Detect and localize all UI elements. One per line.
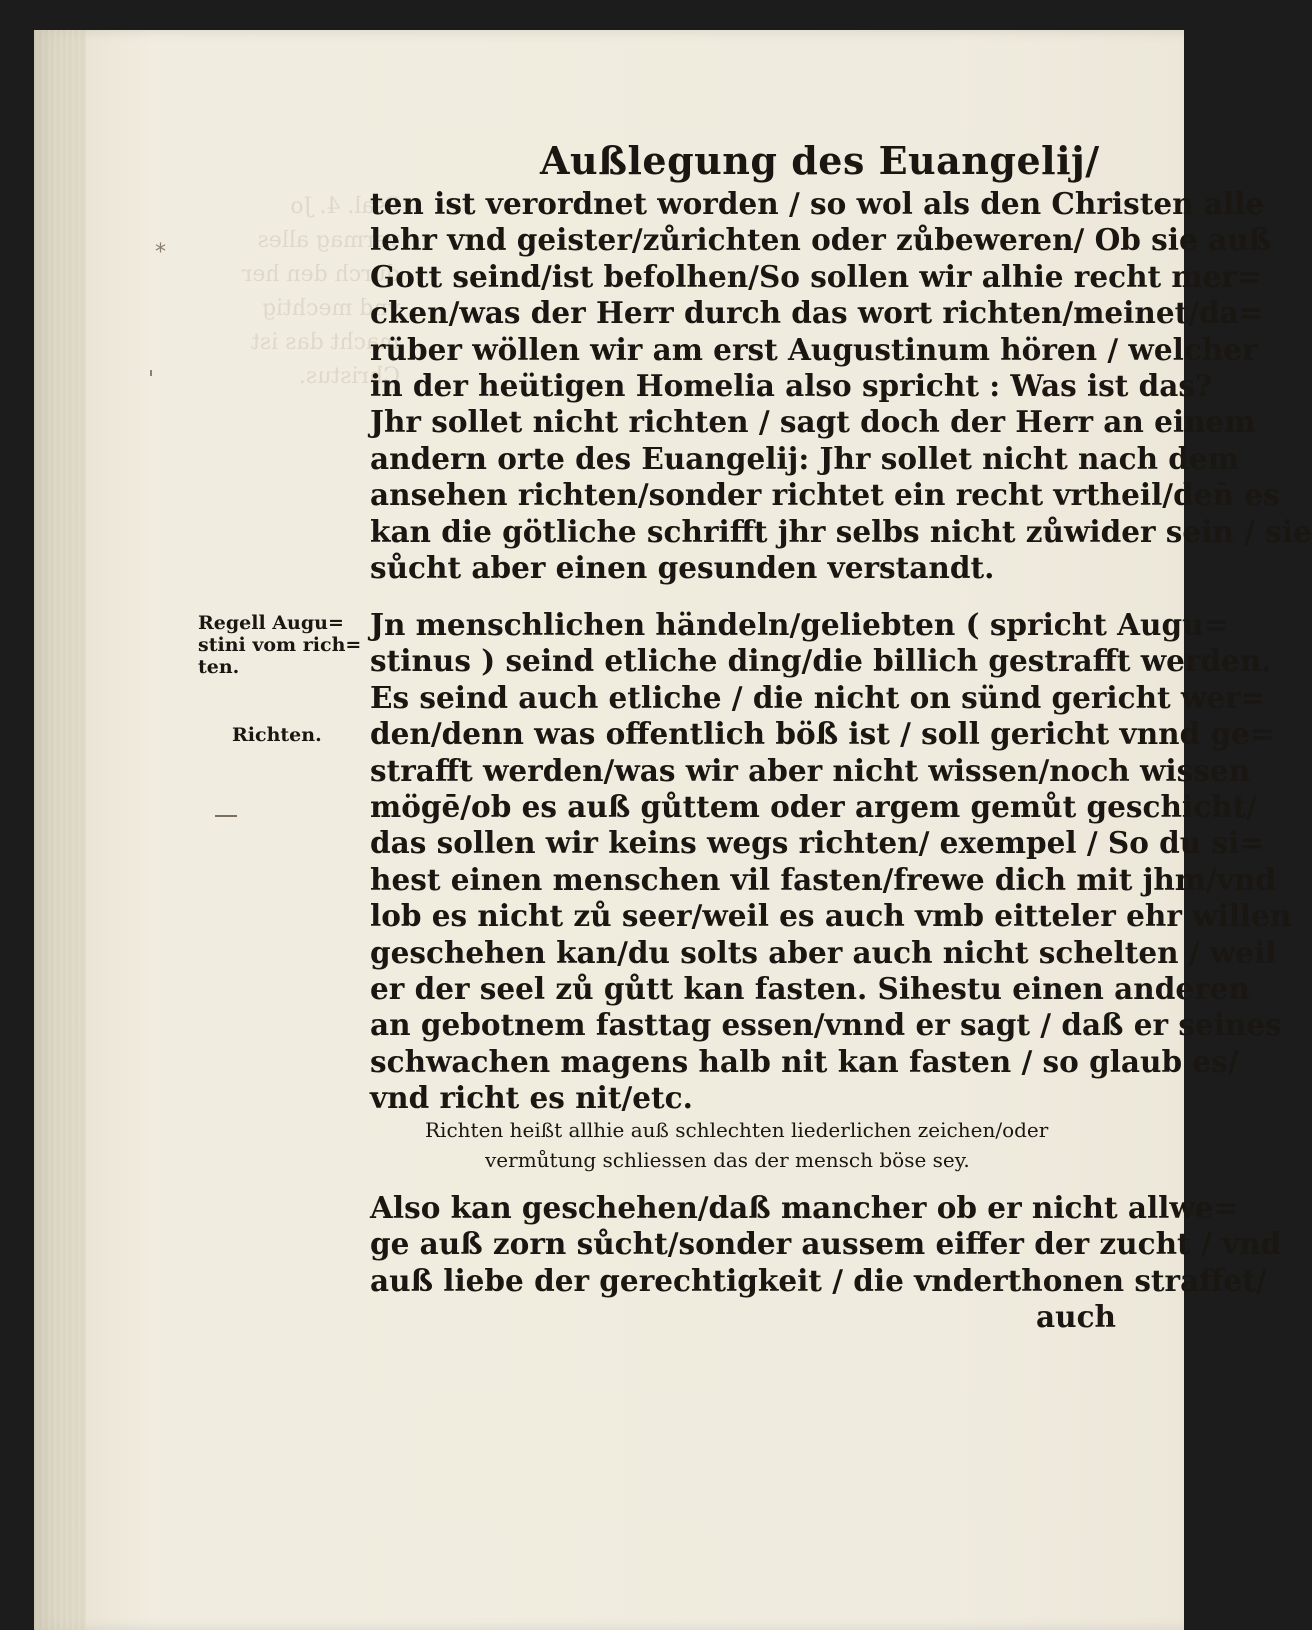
text-line: Gott seind/ist befolhen/So sollen wir alhie recht mer= (370, 258, 1262, 294)
running-header: Außlegung des Euangelij/ (540, 138, 1100, 183)
margin-dash (215, 815, 237, 817)
text-line: geschehen kan/du solts aber auch nicht schelten / weil (370, 934, 1277, 970)
text-line: in der heütigen Homelia also spricht : Was ist das? (370, 368, 1213, 404)
bleed-line: Christus. (298, 364, 400, 389)
text-line: rüber wöllen wir am erst Augustinum hören / welcher (370, 331, 1258, 367)
star-mark: * (155, 240, 166, 265)
text-line: andern orte des Euangelij: Jhr sollet nicht nach dem (370, 440, 1239, 476)
text-line: ansehen richten/sonder richtet ein recht vrtheil/den̄ es (370, 477, 1280, 513)
text-line: lob es nicht zů seer/weil es auch vmb eitteler ehr willen (370, 898, 1292, 934)
margin-note-line: Regell Augu= (198, 612, 344, 634)
margin-note-rule (198, 612, 361, 678)
text-line: vnd richt es nit/etc. (370, 1080, 693, 1116)
bleed-line: vermag alles (257, 228, 400, 253)
text-line: Es seind auch etliche / die nicht on sünd gericht wer= (370, 679, 1266, 715)
margin-note-richten: Richten. (232, 724, 322, 746)
text-line: Jhr sollet nicht richten / sagt doch der Herr an einem (370, 404, 1256, 440)
paragraph-2 (370, 607, 1292, 1117)
margin-note-line: stini vom rich= (198, 634, 362, 656)
text-line: schwachen magens halb nit kan fasten / so glaub es/ (370, 1043, 1239, 1079)
margin-note-line: ten. (198, 656, 240, 678)
text-line: hest einen menschen vil fasten/frewe dich mit jhm/vnd (370, 861, 1277, 897)
page-edge-stack (34, 30, 86, 1630)
note-line: Richten heißt allhie auß schlechten liederlichen zeichen/oder (425, 1118, 1049, 1142)
paragraph-3 (370, 1190, 1282, 1336)
gloss-note (425, 1115, 1115, 1175)
paragraph-1 (370, 186, 1312, 586)
text-line: den/denn was offentlich böß ist / soll gericht vnnd ge= (370, 716, 1275, 752)
text-line: strafft werden/was wir aber nicht wissen/noch wissen (370, 752, 1251, 788)
text-line: Jn menschlichen händeln/geliebten ( spricht Augu= (370, 607, 1229, 642)
text-line: ten ist verordnet worden / so wol als den Christen alle (370, 186, 1265, 221)
text-line: stinus ) seind etliche ding/die billich gestrafft werden. (370, 643, 1272, 679)
text-line: das sollen wir keins wegs richten/ exempel / So du si= (370, 825, 1265, 861)
bleed-line: Psal. 4. Jo (290, 194, 400, 219)
text-line: er der seel zů gůtt kan fasten. Sihestu einen anderen (370, 971, 1250, 1007)
bleed-line: vnd mechtig (261, 296, 400, 321)
bleed-line: durch den her (241, 262, 400, 287)
text-line: lehr vnd geister/zůrichten oder zůbeweren/ Ob sie auß (370, 222, 1271, 258)
text-line: cken/was der Herr durch das wort richten/meinet/da= (370, 295, 1264, 331)
catchword: auch (1036, 1299, 1116, 1335)
text-line: an gebotnem fasttag essen/vnnd er sagt / daß er seines (370, 1007, 1282, 1043)
margin-tick (150, 370, 152, 376)
text-line: sůcht aber einen gesunden verstandt. (370, 550, 995, 586)
text-line: mögē/ob es auß gůttem oder argem gemůt geschicht/ (370, 789, 1257, 825)
text-line: ge auß zorn sůcht/sonder aussem eiffer der zucht / vnd (370, 1226, 1282, 1262)
text-line: auß liebe der gerechtigkeit / die vnderthonen straffet/ (370, 1262, 1267, 1298)
text-line: kan die götliche schrifft jhr selbs nicht zůwider sein / sie (370, 513, 1312, 549)
text-line: Also kan geschehen/daß mancher ob er nicht allwe= (370, 1190, 1239, 1225)
bleed-line: macht das ist (251, 330, 400, 355)
note-line: vermůtung schliessen das der mensch böse sey. (485, 1148, 970, 1172)
